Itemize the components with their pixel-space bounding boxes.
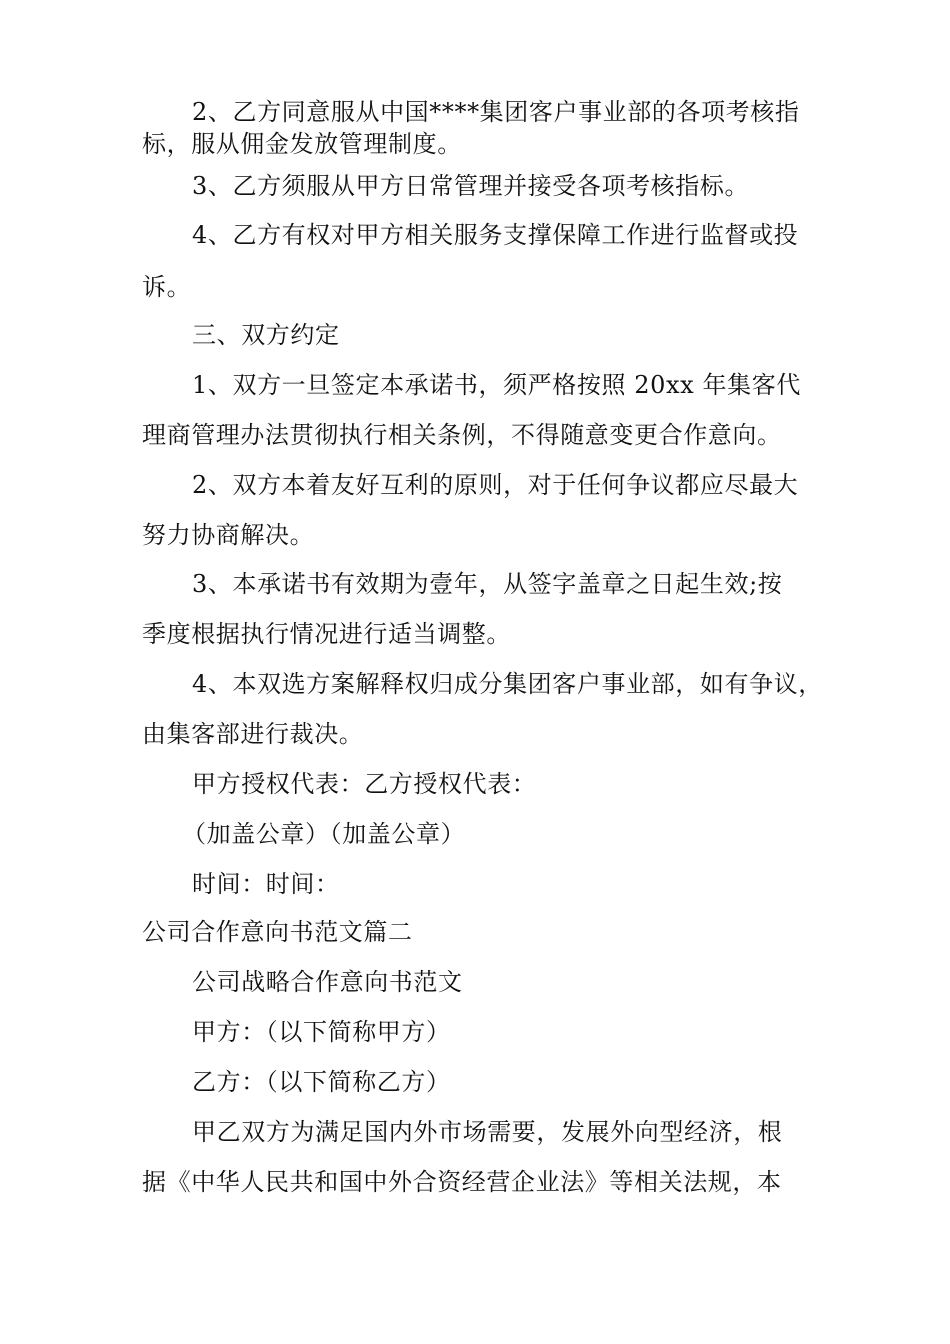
clause-3-line: 3、乙方须服从甲方日常管理并接受各项考核指标。 [192,172,750,200]
section-heading-mutual-agreement: 三、双方约定 [192,321,340,349]
section-title-part-two: 公司合作意向书范文篇二 [142,918,413,946]
preamble-line-2: 据《中华人民共和国中外合资经营企业法》等相关法规，本 [142,1168,782,1196]
clause-4-line-1: 4、乙方有权对甲方相关服务支撑保障工作进行监督或投 [192,221,799,249]
clause-2-line-2: 标，服从佣金发放管理制度。 [142,130,462,158]
agreement-3-line-1: 3、本承诺书有效期为壹年，从签字盖章之日起生效;按 [192,570,783,598]
preamble-line-1: 甲乙双方为满足国内外市场需要，发展外向型经济，根 [192,1118,783,1146]
agreement-2-line-1: 2、双方本着友好互利的原则，对于任何争议都应尽最大 [192,471,799,499]
party-a-line: 甲方：（以下简称甲方） [192,1018,451,1046]
seal-placeholders: （加盖公章）（加盖公章） [182,820,466,848]
signature-dates: 时间：时间： [192,870,340,898]
agreement-1-line-1: 1、双方一旦签定本承诺书，须严格按照 20xx 年集客代 [192,371,801,399]
agreement-1-line-2: 理商管理办法贯彻执行相关条例，不得随意变更合作意向。 [142,421,782,449]
agreement-4-line-2: 由集客部进行裁决。 [142,720,364,748]
clause-4-line-2: 诉。 [142,273,192,301]
party-b-line: 乙方：（以下简称乙方） [192,1068,451,1096]
agreement-2-line-2: 努力协商解决。 [142,521,315,549]
agreement-4-line-1: 4、本双选方案解释权归成分集团客户事业部，如有争议， [192,670,823,698]
agreement-3-line-2: 季度根据执行情况进行适当调整。 [142,620,511,648]
clause-2-line-1: 2、乙方同意服从中国****集团客户事业部的各项考核指 [192,98,800,126]
signatory-representatives: 甲方授权代表：乙方授权代表： [192,770,537,798]
subtitle-strategic-cooperation: 公司战略合作意向书范文 [192,968,463,996]
